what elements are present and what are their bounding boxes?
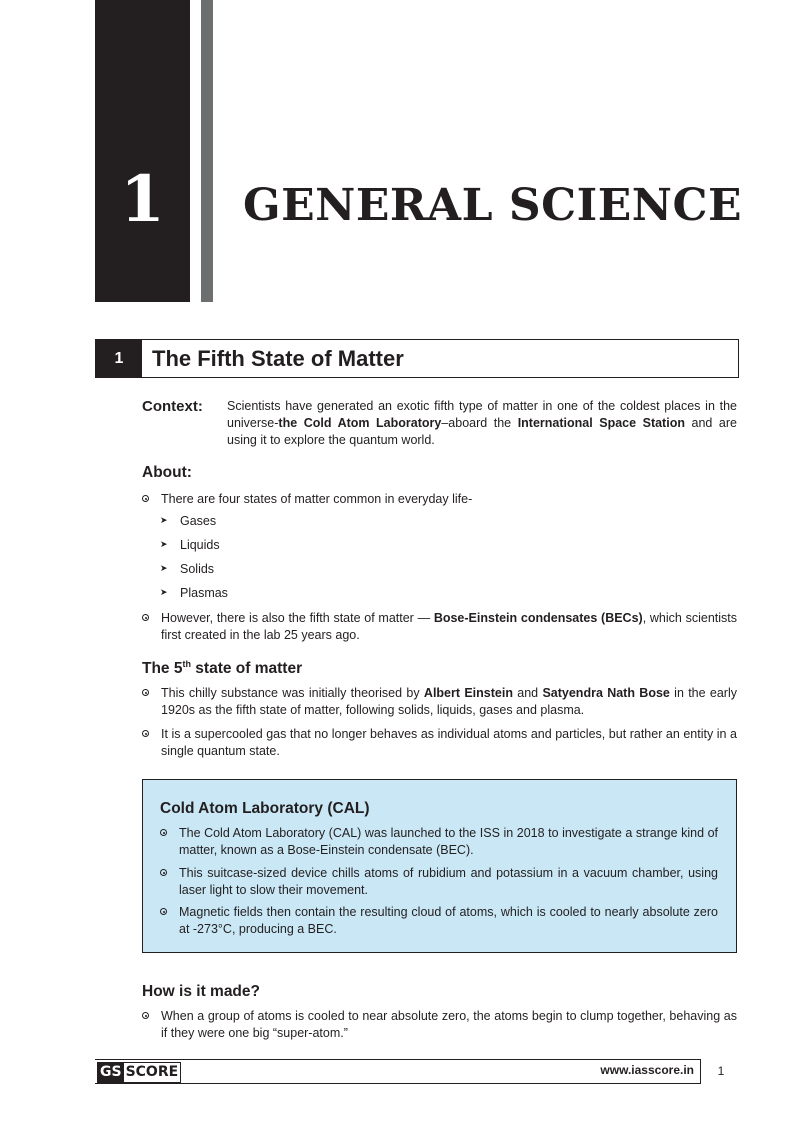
list-item <box>160 538 220 552</box>
list-item <box>160 825 718 859</box>
arrow-bullet-icon: ➤ <box>160 563 168 573</box>
about-heading: About: <box>142 464 192 481</box>
bullet-text: There are four states of matter common in everyday life- <box>161 492 473 506</box>
context-text-part: –aboard the <box>441 416 518 430</box>
state-label: Plasmas <box>180 586 228 600</box>
list-item <box>142 726 737 760</box>
bullet-text: The Cold Atom Laboratory (CAL) was launched to the ISS in 2018 to investigate a strange kind of matter, known as a Bose-Einstein condensate (BEC). <box>179 826 718 857</box>
chapter-title: GENERAL SCIENCE <box>243 180 743 231</box>
cal-title: Cold Atom Laboratory (CAL) <box>160 800 370 817</box>
chapter-divider-bar <box>201 0 213 302</box>
list-item <box>142 610 737 644</box>
state-label: Solids <box>180 562 215 576</box>
list-item <box>160 514 216 528</box>
bullet-text-part: in the early 1920s as the fifth state of matter, following solids, liquids, gases and plasma. <box>161 686 737 717</box>
arrow-bullet-icon: ➤ <box>160 515 168 525</box>
list-item <box>160 865 718 899</box>
list-item <box>160 562 214 576</box>
list-item <box>142 1008 737 1042</box>
list-item <box>160 904 718 938</box>
context-text <box>227 398 737 449</box>
bullet-text: Magnetic fields then contain the resulting cloud of atoms, which is cooled to nearly absolute zero at -273°C, producing a BEC. <box>179 905 718 936</box>
bullet-icon <box>142 730 149 737</box>
gsscore-logo <box>97 1062 181 1083</box>
bullet-icon <box>142 689 149 696</box>
bullet-text <box>161 610 737 644</box>
context-label: Context: <box>142 398 203 415</box>
website-url: www.iasscore.in <box>600 1063 694 1077</box>
heading-superscript: th <box>182 659 191 669</box>
page-number: 1 <box>700 1059 741 1084</box>
context-bold-cal: the Cold Atom Laboratory <box>278 416 442 430</box>
context-text-part: Scientists have generated an exotic fifth type of matter in one of the coldest places in the universe- <box>227 399 737 430</box>
logo-gs: GS <box>100 1064 122 1080</box>
bullet-icon <box>142 1012 149 1019</box>
bullet-text-part: This chilly substance was initially theorised by <box>161 686 424 700</box>
list-item <box>142 491 737 508</box>
context-text-part: and are using it to explore the quantum world. <box>227 416 737 447</box>
bullet-text-part: However, there is also the fifth state of matter — <box>161 611 434 625</box>
section-number: 1 <box>96 340 142 377</box>
bullet-icon <box>160 829 167 836</box>
bullet-bold-bose: Satyendra Nath Bose <box>542 686 670 700</box>
heading-part: The 5 <box>142 660 183 678</box>
fifth-state-heading <box>142 659 302 678</box>
arrow-bullet-icon: ➤ <box>160 539 168 549</box>
list-item <box>142 685 737 719</box>
bullet-text-part: , which scientists first created in the lab 25 years ago. <box>161 611 737 642</box>
bullet-icon <box>142 495 149 502</box>
bullet-icon <box>160 908 167 915</box>
bullet-text-part: and <box>512 686 543 700</box>
bullet-bold-einstein: Albert Einstein <box>423 686 513 700</box>
bullet-icon <box>160 869 167 876</box>
context-bold-iss: International Space Station <box>517 416 685 430</box>
how-made-heading: How is it made? <box>142 983 260 1000</box>
section-title: The Fifth State of Matter <box>152 346 404 371</box>
bullet-text: When a group of atoms is cooled to near absolute zero, the atoms begin to clump together, behaving as if they were one big “super-atom.” <box>161 1009 737 1040</box>
list-item <box>160 586 228 600</box>
bullet-icon <box>142 614 149 621</box>
arrow-bullet-icon: ➤ <box>160 587 168 597</box>
section-header <box>95 339 739 378</box>
bullet-bold-bec: Bose-Einstein condensates (BECs) <box>433 611 643 625</box>
bullet-text <box>161 685 737 719</box>
bullet-text: This suitcase-sized device chills atoms of rubidium and potassium in a vacuum chamber, using laser light to slow their movement. <box>179 866 718 897</box>
logo-score: SCORE <box>125 1064 179 1080</box>
chapter-number-block <box>95 0 190 302</box>
chapter-number: 1 <box>120 162 165 237</box>
state-label: Gases <box>180 514 217 528</box>
state-label: Liquids <box>180 538 220 552</box>
bullet-text: It is a supercooled gas that no longer behaves as individual atoms and particles, but rather an entity in a single quantum state. <box>161 727 737 758</box>
heading-part: state of matter <box>190 660 303 678</box>
